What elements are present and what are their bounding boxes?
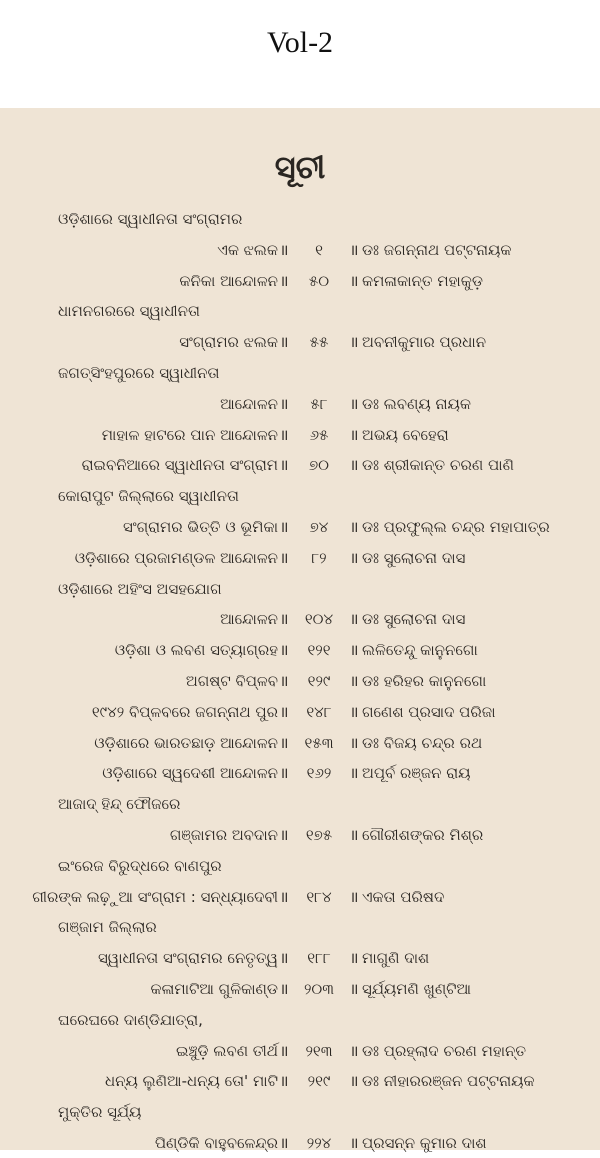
toc-page-number: ୨୦୩: [303, 980, 335, 998]
toc-entry-title: ମୁକ୍ତିର ସୂର୍ଯ୍ୟ: [58, 1103, 142, 1122]
toc-entry: [0, 266, 600, 296]
toc-entry-title-line: [0, 912, 600, 942]
toc-author: ସୂର୍ଯ୍ୟମଣି ଖୁଣ୍ଟିଆ: [362, 980, 472, 998]
toc-page-number: ୫୫: [309, 333, 329, 352]
toc-author: ଡଃ ଶ୍ରୀକାନ୍ତ ଚରଣ ପାଣି: [362, 456, 514, 475]
toc-entry-title: ଧାମନଗରରେ ସ୍ୱାଧୀନତା: [58, 302, 200, 321]
toc-author: ଡଃ ପ୍ରଫୁଲ୍ଲ ଚନ୍ଦ୍ର ମହାପାତ୍ର: [362, 518, 550, 536]
toc-entry-title: ସଂଗ୍ରାମର ଝଲକ: [179, 333, 278, 352]
toc-entry-title: ସ୍ୱାଧୀନତା ସଂଗ୍ରାମର ନେତୃତ୍ୱ: [98, 949, 278, 968]
toc-author: ଡଃ ବିଜୟ ଚନ୍ଦ୍ର ରଥ: [362, 733, 483, 752]
toc-separator: ॥: [279, 641, 289, 660]
toc-separator: ॥: [279, 240, 289, 259]
toc-entry-title: ଓଡ଼ିଶାରେ ପ୍ରଜାମଣ୍ଡଳ ଆନ୍ଦୋଳନ: [74, 548, 278, 567]
toc-author: ଡଃ ସୁଲୋଚନା ଦାସ: [362, 548, 466, 567]
toc-page-number: ୧୨୯: [307, 672, 331, 690]
toc-entry-title: କଳାମାଟିଆ ଗୁଳିକାଣ୍ଡ: [150, 980, 278, 998]
toc-author: ଅଭୟ ବେହେରା: [362, 425, 449, 444]
toc-separator: ॥: [349, 271, 359, 290]
volume-title: Vol-2: [266, 26, 334, 59]
toc-separator: ॥: [349, 333, 359, 352]
toc-page-number: ୨୧୩: [305, 1041, 333, 1060]
toc-entry-title: ଆନ୍ଦୋଳନ: [220, 394, 278, 413]
toc-entry-title-line: [0, 851, 600, 881]
toc-page-number: ୮୨: [311, 548, 327, 567]
toc-entry-title-line: [0, 789, 600, 819]
toc-separator: ॥: [349, 456, 359, 475]
toc-page-number: ୨୨୪: [306, 1134, 332, 1152]
toc-entry: [0, 1128, 600, 1158]
toc-entry: [0, 882, 600, 912]
toc-entry-title: ଓଡ଼ିଶା ଓ ଲବଣ ସତ୍ୟାଗ୍ରହ: [114, 641, 278, 660]
toc-entry-title: ଜଗତ୍‌ସିଂହପୁରରେ ସ୍ୱାଧୀନତା: [58, 364, 220, 382]
toc-entry: [0, 943, 600, 973]
toc-page-number: ୫୦: [308, 271, 330, 290]
toc-entry: [0, 635, 600, 665]
toc-entry-title: ସଂଗ୍ରାମର ଭିତ୍ତି ଓ ଭୂମିକା: [122, 518, 278, 536]
toc-entry-title-line: [0, 574, 600, 604]
toc-entry: [0, 666, 600, 696]
toc-separator: ॥: [279, 518, 289, 536]
toc-separator: ॥: [279, 887, 289, 906]
toc-entry-title-line: [0, 296, 600, 326]
toc-separator: ॥: [349, 980, 359, 998]
toc-page-number: ୬୫: [309, 425, 329, 444]
toc-separator: ॥: [349, 394, 359, 413]
toc-entry-title: ଏକ ଝଲକ: [217, 240, 278, 259]
toc-entry: [0, 389, 600, 419]
toc-author: ଡଃ ଲବଣ୍ୟ ନାୟକ: [362, 394, 472, 413]
toc-entry-title: ଗଞ୍ଜାମର ଅବଦାନ: [169, 826, 278, 844]
toc-author: ଅପୂର୍ବ ରଞ୍ଜନ ରାୟ: [362, 764, 471, 783]
toc-entry-title: ଓଡ଼ିଶାରେ ସ୍ୱଦେଶୀ ଆନ୍ଦୋଳନ: [102, 764, 278, 783]
toc-separator: ॥: [279, 394, 289, 413]
toc-entry-title: ଗୀରଙ୍କ ଲଢ଼ୁଆ ସଂଗ୍ରାମ : ସନ୍ଧ୍ୟାଦେବୀ: [32, 887, 278, 906]
toc-separator: ॥: [349, 610, 359, 629]
toc-page-number: ୫୮: [310, 394, 328, 413]
toc-entry-title-line: [0, 204, 600, 234]
toc-separator: ॥: [349, 949, 359, 968]
toc-page-number: ୧୪୮: [306, 702, 332, 721]
toc-page-number: ୧୮୪: [306, 887, 332, 906]
toc-entry-title-line: [0, 358, 600, 388]
toc-entry-title: ଇଂରେଜ ବିରୁଦ୍ଧରେ ବାଣପୁର: [58, 856, 222, 875]
toc-page-number: ୧୫୩: [304, 733, 334, 752]
toc-entry-title: ଇଞ୍ଚୁଡ଼ି ଲବଣ ତୀର୍ଥ: [176, 1041, 278, 1060]
toc-separator: ॥: [279, 1134, 289, 1152]
toc-page-number: ୭୪: [309, 518, 329, 536]
toc-separator: ॥: [279, 1072, 289, 1091]
toc-entry: [0, 450, 600, 480]
toc-page-number: ୭୦: [308, 456, 330, 475]
toc-entry-title-line: [0, 1097, 600, 1127]
toc-author: ପ୍ରସନ୍ନ କୁମାର ଦାଶ: [362, 1134, 487, 1152]
toc-separator: ॥: [349, 518, 359, 536]
toc-separator: ॥: [279, 271, 289, 290]
toc-entry-title: ୧୯୪୨ ବିପ୍ଳବରେ ଜଗନ୍ନାଥ ପୁର: [91, 702, 278, 721]
toc-page-number: ୨୧୯: [307, 1072, 331, 1091]
toc-entry-title: ଆଜାଦ୍ ହିନ୍ଦ୍ ଫୌଜରେ: [58, 795, 181, 814]
toc-entry: [0, 1036, 600, 1066]
toc-entry-title: ଓଡ଼ିଶାରେ ଭାରତଛାଡ଼ ଆନ୍ଦୋଳନ: [94, 733, 278, 752]
toc-separator: ॥: [349, 733, 359, 752]
toc-separator: ॥: [349, 641, 359, 660]
toc-entry-title: ଧନ୍ୟ ଲୁଣିଆ-ଧନ୍ୟ ତୋ' ମାଟି: [105, 1072, 278, 1091]
toc-separator: ॥: [279, 1041, 289, 1060]
toc-separator: ॥: [349, 1072, 359, 1091]
toc-entry: [0, 512, 600, 542]
toc-author: କମଳାକାନ୍ତ ମହାକୁଡ଼: [362, 271, 483, 290]
toc-author: ଲଳିତେନ୍ଦୁ କାନୁନଗୋ: [362, 641, 478, 660]
toc-entry-title: ଘରେଘରେ ଦାଣ୍ଡିଯାତ୍ରା,: [58, 1010, 203, 1029]
toc-author: ଏକତା ପରିଷଦ: [362, 887, 445, 906]
toc-separator: ॥: [279, 333, 289, 352]
toc-author: ମାଗୁଣି ଦାଶ: [362, 949, 430, 968]
toc-entry-title-line: [0, 481, 600, 511]
toc-entry: [0, 604, 600, 634]
toc-entry: [0, 728, 600, 758]
toc-entry: [0, 327, 600, 357]
toc-separator: ॥: [279, 672, 289, 690]
toc-entry-title: ମାହାଳ ହାଟରେ ପାନ ଆନ୍ଦୋଳନ: [101, 425, 278, 444]
toc-entry-title: କୋରାପୁଟ ଜିଲ୍ଲାରେ ସ୍ୱାଧୀନତା: [58, 487, 239, 506]
toc-separator: ॥: [349, 548, 359, 567]
toc-separator: ॥: [349, 1041, 359, 1060]
toc-entry-title: କନିକା ଆନ୍ଦୋଳନ: [179, 271, 278, 290]
toc-entry: [0, 420, 600, 450]
toc-separator: ॥: [279, 425, 289, 444]
toc-entry: [0, 820, 600, 850]
toc-author: ଡଃ ନୀହାରରଞ୍ଜନ ପଟ୍ଟନାୟକ: [362, 1072, 535, 1091]
toc-entry: [0, 697, 600, 727]
toc-separator: ॥: [279, 702, 289, 721]
toc-separator: ॥: [349, 672, 359, 690]
toc-separator: ॥: [279, 733, 289, 752]
toc-entry-title: ଗଞ୍ଜାମ ଜିଲ୍ଲାର: [58, 918, 157, 937]
toc-entry-title: ଆନ୍ଦୋଳନ: [220, 610, 278, 629]
toc-heading: ସୂଚୀ: [274, 148, 326, 186]
toc-author: ଡଃ ଜଗନ୍ନାଥ ପଟ୍ଟନାୟକ: [362, 240, 512, 259]
toc-entry-title-line: [0, 1005, 600, 1035]
toc-entry-title: ଓଡ଼ିଶାରେ ଅହିଂସ ଅସହଯୋଗ: [58, 579, 222, 598]
toc-separator: ॥: [279, 826, 289, 844]
toc-author: ଗଣେଶ ପ୍ରସାଦ ପରିଜା: [362, 702, 496, 721]
toc-entry: [0, 543, 600, 573]
toc-separator: ॥: [279, 764, 289, 783]
toc-page-number: ୧୬୨: [306, 764, 332, 783]
toc-author: ଡଃ ପ୍ରହ୍ଲାଦ ଚରଣ ମହାନ୍ତ: [362, 1041, 527, 1060]
toc-separator: ॥: [279, 980, 289, 998]
toc-separator: ॥: [279, 949, 289, 968]
toc-separator: ॥: [349, 425, 359, 444]
toc-separator: ॥: [349, 887, 359, 906]
toc-entry: [0, 235, 600, 265]
toc-page-number: ୧୭୫: [305, 826, 333, 844]
toc-separator: ॥: [279, 456, 289, 475]
toc-entry: [0, 974, 600, 1004]
toc-author: ଅବନୀକୁମାର ପ୍ରଧାନ: [362, 333, 487, 352]
toc-author: ଡଃ ସୁଲୋଚନା ଦାସ: [362, 610, 466, 629]
toc-separator: ॥: [279, 610, 289, 629]
toc-separator: ॥: [279, 548, 289, 567]
toc-entry-title: ରାଇବନିଆରେ ସ୍ୱାଧୀନତା ସଂଗ୍ରାମ: [81, 456, 278, 475]
toc-author: ଡଃ ହରିହର କାନୁନଗୋ: [362, 672, 487, 690]
toc-page-number: ୧୦୪: [304, 610, 334, 629]
toc-entry-title: ଓଡ଼ିଶାରେ ସ୍ୱାଧୀନତା ସଂଗ୍ରାମର: [58, 210, 243, 228]
toc-separator: ॥: [349, 702, 359, 721]
toc-entry: [0, 1066, 600, 1096]
toc-page-number: ୧୮୮: [307, 949, 331, 968]
toc-entry: [0, 758, 600, 788]
toc-entry-title: ଅଗଷ୍ଟ ବିପ୍ଳବ: [185, 672, 278, 690]
toc-separator: ॥: [349, 764, 359, 783]
toc-separator: ॥: [349, 1134, 359, 1152]
toc-separator: ॥: [349, 240, 359, 259]
toc-author: ଗୌରୀଶଙ୍କର ମିଶ୍ର: [362, 826, 484, 844]
book-page: [0, 108, 600, 1150]
header: [0, 0, 600, 108]
toc-separator: ॥: [349, 826, 359, 844]
toc-entry-title: ପିଣ୍ଡିକି ବାହୁବଳେନ୍ଦ୍ର: [154, 1134, 278, 1152]
toc-page-number: ୧୨୧: [307, 641, 331, 660]
toc-page-number: ୧: [315, 240, 323, 259]
